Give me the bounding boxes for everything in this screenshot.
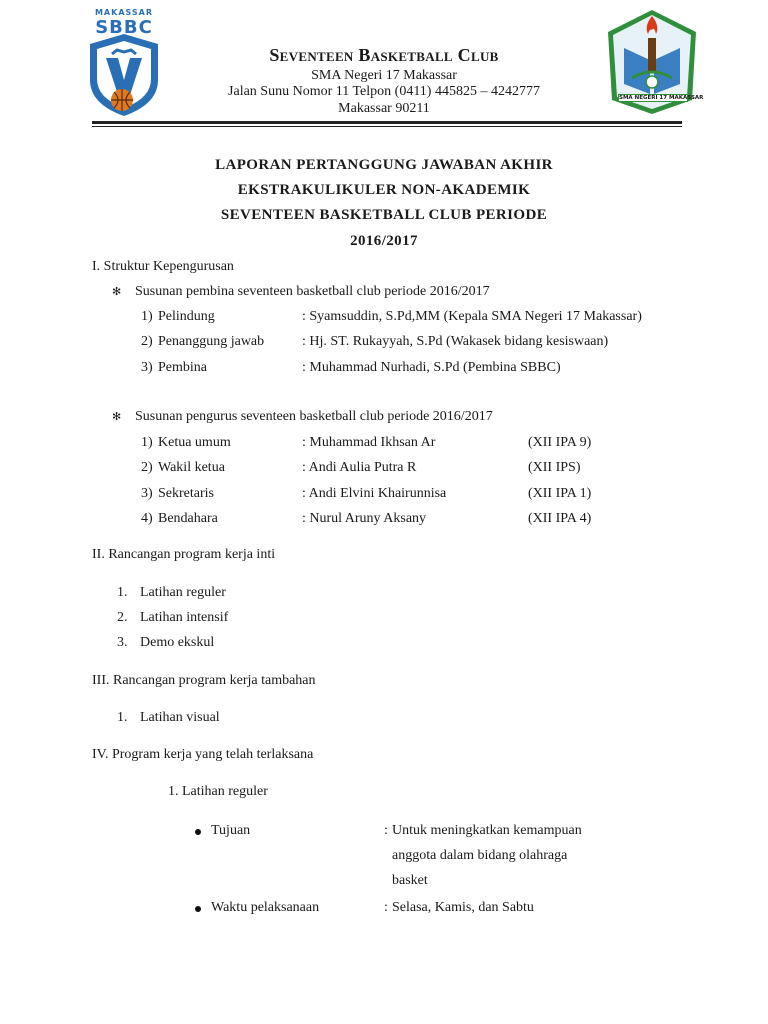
section-3-heading: III. Rancangan program kerja tambahan <box>92 673 316 688</box>
detail-value-line: Selasa, Kamis, dan Sabtu <box>392 900 534 915</box>
detail-label: Tujuan <box>211 823 251 838</box>
report-title-line-4: 2016/2017 <box>350 233 418 249</box>
pengurus-role: Ketua umum <box>158 435 231 450</box>
pengurus-name: : Andi Aulia Putra R <box>302 460 417 475</box>
pengurus-num: 4) <box>141 511 153 526</box>
pembina-role: Pelindung <box>158 309 215 324</box>
pengurus-role: Wakil ketua <box>158 460 225 475</box>
pengurus-role: Sekretaris <box>158 486 214 501</box>
school-city: Makassar 90211 <box>338 101 430 116</box>
pembina-role: Pembina <box>158 360 207 375</box>
section-2-heading: II. Rancangan program kerja inti <box>92 547 276 562</box>
report-title-line-3: SEVENTEEN BASKETBALL CLUB PERIODE <box>220 207 548 223</box>
logo-sbbc-text: SBBC <box>95 17 153 38</box>
detail-value-line: Untuk meningkatkan kemampuan <box>392 823 582 838</box>
section-4-subheading: 1. Latihan reguler <box>168 784 268 799</box>
pengurus-num: 2) <box>141 460 153 475</box>
header-rule-thin <box>92 126 682 127</box>
pengurus-num: 1) <box>141 435 153 450</box>
pengurus-class: (XII IPA 1) <box>528 486 592 501</box>
club-name-text: Seventeen Basketball Club <box>269 45 499 65</box>
program-inti-item: Demo ekskul <box>140 635 215 650</box>
pengurus-num: 3) <box>141 486 153 501</box>
logo-city-text: MAKASSAR <box>94 8 154 17</box>
school-emblem <box>604 8 704 116</box>
club-name <box>184 45 584 66</box>
pembina-num: 3) <box>141 360 153 375</box>
report-title-line-2: EKSTRAKULIKULER NON-AKADEMIK <box>237 182 531 198</box>
program-inti-item: Latihan reguler <box>140 585 226 600</box>
section-1-heading: I. Struktur Kepengurusan <box>92 259 234 274</box>
program-tambahan-num: 1. <box>117 710 128 725</box>
report-title-line-1: LAPORAN PERTANGGUNG JAWABAN AKHIR <box>215 157 553 173</box>
star-bullet-icon: ✻ <box>112 411 122 423</box>
detail-value-line: anggota dalam bidang olahraga <box>392 848 568 863</box>
program-inti-num: 2. <box>117 610 128 625</box>
program-inti-item: Latihan intensif <box>140 610 229 625</box>
detail-colon: : <box>384 823 388 838</box>
sbbc-logo <box>84 8 164 118</box>
pembina-name: : Muhammad Nurhadi, S.Pd (Pembina SBBC) <box>302 360 561 375</box>
program-inti-num: 1. <box>117 585 128 600</box>
section-4-heading: IV. Program kerja yang telah terlaksana <box>92 747 314 762</box>
pembina-num: 1) <box>141 309 153 324</box>
bullet-icon <box>195 829 201 835</box>
emblem-banner-text: SMA NEGERI 17 MAKASSAR <box>619 95 704 101</box>
pengurus-class: (XII IPS) <box>528 460 581 475</box>
detail-label: Waktu pelaksanaan <box>211 900 320 915</box>
pembina-name: : Syamsuddin, S.Pd,MM (Kepala SMA Negeri 17 Makassar) <box>302 309 642 324</box>
pengurus-class: (XII IPA 9) <box>528 435 592 450</box>
pembina-name: : Hj. ST. Rukayyah, S.Pd (Wakasek bidang kesiswaan) <box>302 334 609 349</box>
bullet-icon <box>195 906 201 912</box>
header-rule-thick <box>92 121 682 124</box>
school-address: Jalan Sunu Nomor 11 Telpon (0411) 445825 – 4242777 <box>228 84 540 99</box>
pengurus-intro: Susunan pengurus seventeen basketball club periode 2016/2017 <box>135 409 493 424</box>
pengurus-class: (XII IPA 4) <box>528 511 592 526</box>
pengurus-name: : Andi Elvini Khairunnisa <box>302 486 447 501</box>
pengurus-name: : Muhammad Ikhsan Ar <box>302 435 436 450</box>
pengurus-name: : Nurul Aruny Aksany <box>302 511 427 526</box>
pembina-intro: Susunan pembina seventeen basketball club periode 2016/2017 <box>135 284 490 299</box>
program-inti-num: 3. <box>117 635 128 650</box>
pengurus-role: Bendahara <box>158 511 218 526</box>
pembina-num: 2) <box>141 334 153 349</box>
detail-colon: : <box>384 900 388 915</box>
school-name: SMA Negeri 17 Makassar <box>311 68 457 83</box>
pembina-role: Penanggung jawab <box>158 334 265 349</box>
detail-value-line: basket <box>392 873 428 888</box>
star-bullet-icon: ✻ <box>112 286 122 298</box>
program-tambahan-item: Latihan visual <box>140 710 220 725</box>
